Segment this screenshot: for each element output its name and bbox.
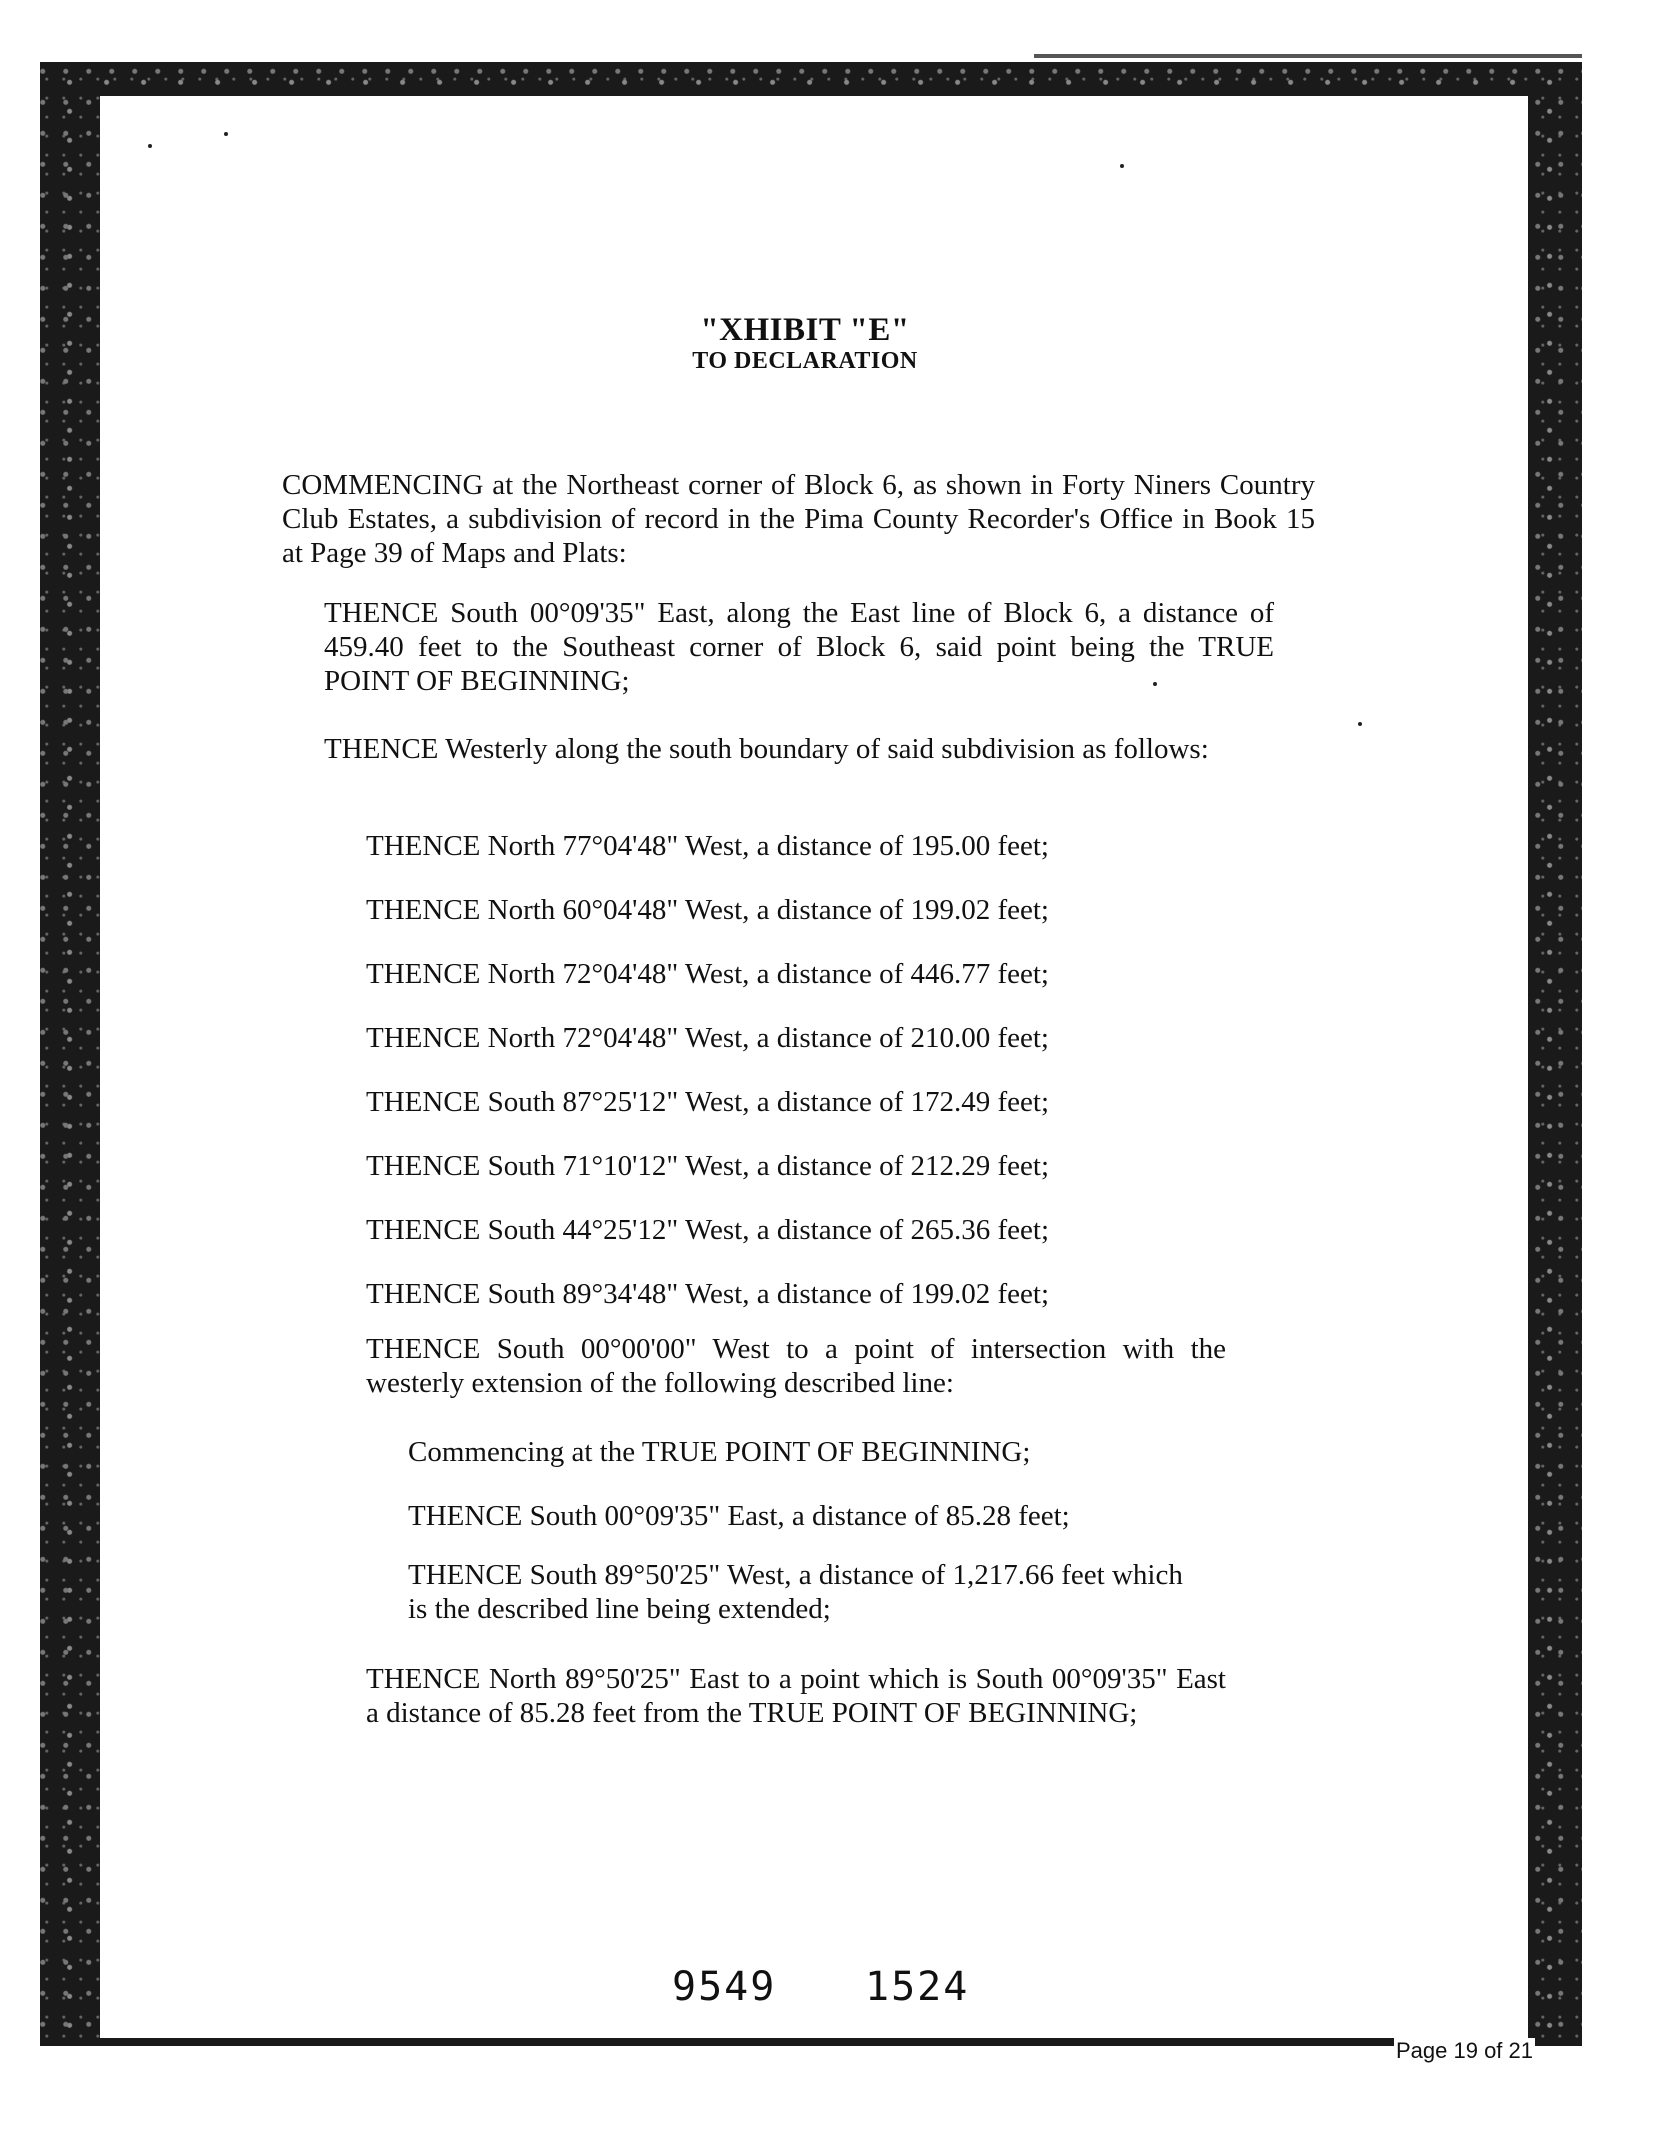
course-paragraph: THENCE South 00°09'35" East, along the East line of Block 6, a distance of 459.40 feet to the Southeast corner of Block 6, said point being the TRUE POINT OF BEGINNING; <box>324 597 1274 697</box>
course-paragraph: THENCE North 89°50'25" East to a point which is South 00°09'35" East a distance of 85.28 feet from the TRUE POINT OF BEGINNING; <box>366 1663 1226 1729</box>
scan-top-rule <box>1034 54 1582 58</box>
scan-speck <box>148 144 152 148</box>
course-line: Commencing at the TRUE POINT OF BEGINNING; <box>408 1436 1031 1468</box>
page-indicator: Page 19 of 21 <box>1396 2038 1534 2063</box>
course-line: THENCE South 71°10'12" West, a distance of 212.29 feet; <box>366 1150 1050 1182</box>
course-line: THENCE South 89°34'48" West, a distance of 199.02 feet; <box>366 1278 1050 1310</box>
exhibit-subtitle: TO DECLARATION <box>692 348 918 374</box>
document-page <box>100 96 1528 2038</box>
scan-speck <box>224 132 228 136</box>
course-line: THENCE North 60°04'48" West, a distance of 199.02 feet; <box>366 894 1049 926</box>
exhibit-title: "XHIBIT "E" <box>700 312 910 348</box>
course-line: THENCE North 72°04'48" West, a distance of 446.77 feet; <box>366 958 1049 990</box>
course-paragraph: THENCE South 89°50'25" West, a distance of 1,217.66 feet which is the described line being extended; <box>408 1559 1183 1625</box>
commencing-paragraph: COMMENCING at the Northeast corner of Block 6, as shown in Forty Niners Country Club Estates, a subdivision of record in the Pima County Recorder's Office in Book 15 at Page 39 of Maps and Plats: <box>282 469 1315 569</box>
course-line: THENCE South 44°25'12" West, a distance of 265.36 feet; <box>366 1214 1050 1246</box>
course-paragraph: THENCE Westerly along the south boundary of said subdivision as follows: <box>324 733 1209 765</box>
recording-book-number: 9549 <box>672 1964 777 2010</box>
recording-page-number: 1524 <box>865 1964 970 2010</box>
scan-speck <box>1358 722 1362 726</box>
scan-speck <box>1120 164 1124 168</box>
course-line: THENCE North 72°04'48" West, a distance of 210.00 feet; <box>366 1022 1049 1054</box>
course-line: THENCE South 87°25'12" West, a distance of 172.49 feet; <box>366 1086 1050 1118</box>
course-line: THENCE South 00°09'35" East, a distance of 85.28 feet; <box>408 1500 1070 1532</box>
course-paragraph: THENCE South 00°00'00" West to a point of intersection with the westerly extension of the following described line: <box>366 1333 1226 1399</box>
course-line: THENCE North 77°04'48" West, a distance of 195.00 feet; <box>366 830 1049 862</box>
